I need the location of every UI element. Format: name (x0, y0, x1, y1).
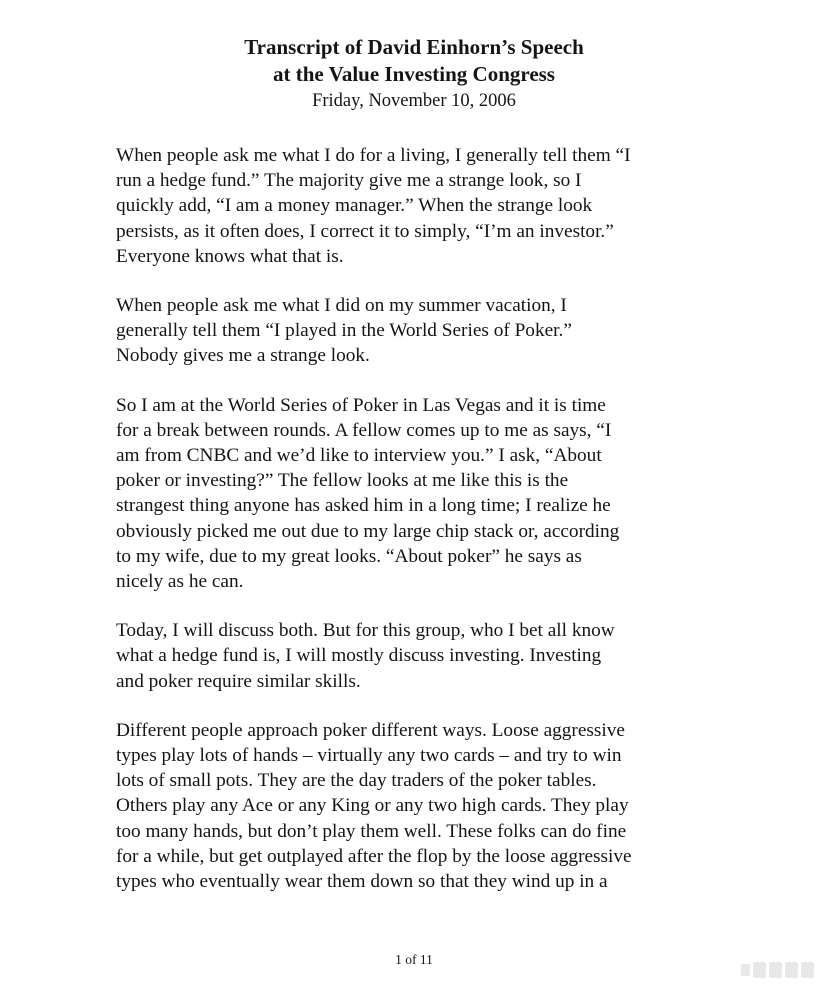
paragraph (116, 293, 716, 369)
text-line: When people ask me what I did on my summer vacation, I (116, 295, 567, 317)
text-line: Everyone knows what that is. (116, 245, 344, 267)
document-body (116, 143, 716, 918)
text-line: types who eventually wear them down so that they wind up in a (116, 871, 608, 893)
text-line: types play lots of hands – virtually any two cards – and try to win (116, 745, 622, 767)
text-line: Today, I will discuss both. But for this group, who I bet all know (116, 620, 615, 642)
watermark-block (769, 962, 782, 978)
paragraph (116, 393, 716, 595)
watermark-block (801, 962, 814, 978)
text-line: run a hedge fund.” The majority give me a strange look, so I (116, 170, 582, 192)
text-line: So I am at the World Series of Poker in Las Vegas and it is time (116, 394, 606, 416)
watermark-mark-icon (741, 964, 750, 976)
watermark-block (785, 962, 798, 978)
document-header (0, 34, 828, 113)
text-line: When people ask me what I do for a living, I generally tell them “I (116, 145, 631, 166)
text-line: nicely as he can. (116, 571, 244, 593)
text-line: poker or investing?” The fellow looks at me like this is the (116, 470, 569, 492)
text-line: strangest thing anyone has asked him in a long time; I realize he (116, 495, 611, 517)
page-number: 1 of 11 (395, 952, 433, 967)
text-line: am from CNBC and we’d like to interview you.” I ask, “About (116, 445, 602, 467)
document-date: Friday, November 10, 2006 (312, 91, 516, 111)
text-line: what a hedge fund is, I will mostly discuss investing. Investing (116, 645, 602, 667)
text-line: obviously picked me out due to my large chip stack or, according (116, 520, 620, 542)
paragraph (116, 718, 716, 894)
text-line: persists, as it often does, I correct it to simply, “I’m an investor.” (116, 220, 614, 242)
text-line: Different people approach poker different ways. Loose aggressive (116, 719, 625, 741)
text-line: Nobody gives me a strange look. (116, 345, 370, 367)
paragraph (116, 143, 716, 269)
text-line: quickly add, “I am a money manager.” When the strange look (116, 195, 593, 217)
text-line: lots of small pots. They are the day traders of the poker tables. (116, 770, 597, 792)
text-line: for a while, but get outplayed after the flop by the loose aggressive (116, 845, 632, 867)
text-line: generally tell them “I played in the World Series of Poker.” (116, 320, 572, 342)
title-line-1: Transcript of David Einhorn’s Speech (244, 35, 584, 59)
paragraph (116, 618, 716, 694)
title-line-2: at the Value Investing Congress (273, 62, 555, 86)
text-line: and poker require similar skills. (116, 670, 361, 692)
text-line: for a break between rounds. A fellow comes up to me as says, “I (116, 419, 612, 441)
text-line: to my wife, due to my great looks. “About poker” he says as (116, 545, 582, 567)
watermark-block (753, 962, 766, 978)
text-line: Others play any Ace or any King or any two high cards. They play (116, 795, 629, 817)
text-line: too many hands, but don’t play them well. These folks can do fine (116, 820, 627, 842)
watermark-logo (741, 962, 814, 978)
